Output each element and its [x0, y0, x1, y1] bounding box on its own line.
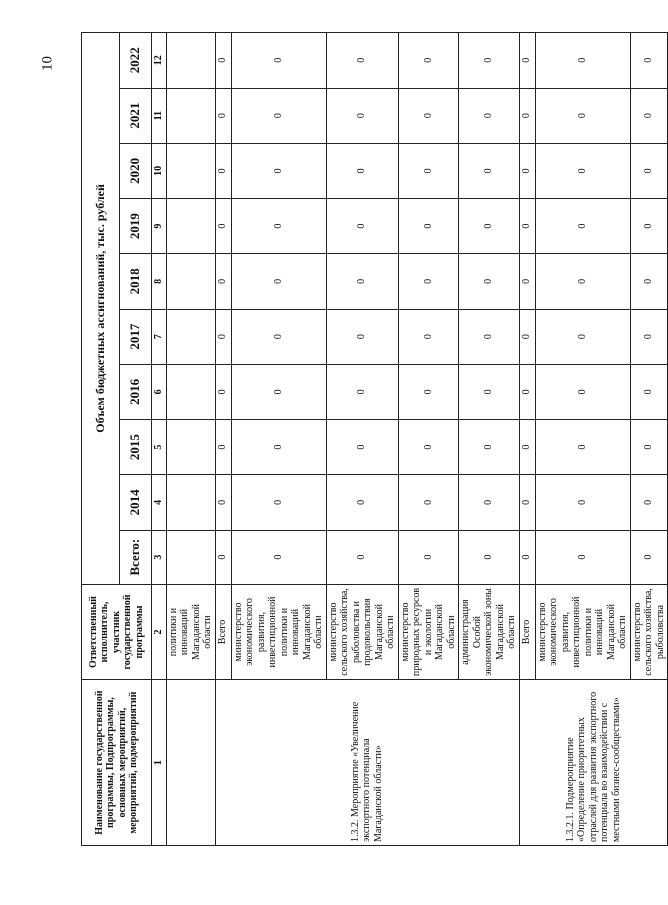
value-cell: 0 [630, 88, 668, 143]
value-cell: 0 [535, 530, 630, 584]
value-cell: 0 [231, 199, 326, 254]
value-cell: 0 [231, 254, 326, 309]
table-rotor [81, 32, 666, 846]
value-cell: 0 [398, 143, 459, 198]
header-year: 2020 [120, 143, 152, 198]
value-cell: 0 [630, 33, 668, 89]
value-cell: 0 [231, 33, 326, 89]
value-cell [166, 309, 215, 364]
header-total: Всего: [120, 530, 152, 584]
responsible-cell: политики и инноваций Магаданской области [166, 584, 215, 679]
value-cell: 0 [459, 530, 520, 584]
responsible-cell: министерство экономического развития, инвестиционной политики и инноваций Магаданской области [535, 584, 630, 679]
page-number: 10 [39, 56, 56, 71]
value-cell: 0 [535, 420, 630, 475]
value-cell: 0 [459, 420, 520, 475]
value-cell: 0 [459, 254, 520, 309]
value-cell: 0 [398, 199, 459, 254]
value-cell: 0 [535, 254, 630, 309]
value-cell: 0 [326, 143, 398, 198]
value-cell: 0 [215, 364, 231, 419]
value-cell: 0 [326, 420, 398, 475]
value-cell: 0 [398, 530, 459, 584]
table-row [215, 33, 231, 846]
header-year: 2015 [120, 420, 152, 475]
value-cell: 0 [398, 364, 459, 419]
value-cell [166, 143, 215, 198]
value-cell: 0 [326, 530, 398, 584]
value-cell: 0 [535, 88, 630, 143]
value-cell: 0 [326, 364, 398, 419]
responsible-cell: министерство экономического развития, инвестиционной политики и инноваций Магаданской области [231, 584, 326, 679]
value-cell: 0 [630, 309, 668, 364]
value-cell: 0 [630, 530, 668, 584]
value-cell [166, 420, 215, 475]
value-cell: 0 [535, 199, 630, 254]
value-cell [166, 33, 215, 89]
value-cell: 0 [326, 254, 398, 309]
value-cell: 0 [630, 199, 668, 254]
value-cell: 0 [398, 88, 459, 143]
value-cell: 0 [535, 475, 630, 530]
table-row [166, 33, 215, 846]
value-cell: 0 [215, 143, 231, 198]
value-cell: 0 [231, 88, 326, 143]
responsible-cell: Всего [519, 584, 535, 679]
value-cell [166, 364, 215, 419]
value-cell: 0 [398, 254, 459, 309]
value-cell: 0 [215, 475, 231, 530]
column-number: 4 [152, 475, 167, 530]
value-cell [166, 254, 215, 309]
value-cell: 0 [231, 475, 326, 530]
responsible-cell: министерство природных ресурсов и экологии Магаданской области [398, 584, 459, 679]
header-name-column: Наименование государственной программы, Подпрограммы, основных мероприятий, мероприятий, подмероприятий [82, 680, 152, 846]
value-cell: 0 [535, 143, 630, 198]
column-number: 9 [152, 199, 167, 254]
value-cell: 0 [231, 364, 326, 419]
header-year: 2022 [120, 33, 152, 89]
column-number: 12 [152, 33, 167, 89]
value-cell: 0 [459, 88, 520, 143]
header-volume: Объем бюджетных ассигнований, тыс. рублей [82, 33, 120, 585]
value-cell: 0 [519, 254, 535, 309]
value-cell: 0 [326, 475, 398, 530]
value-cell: 0 [630, 143, 668, 198]
value-cell: 0 [215, 199, 231, 254]
value-cell: 0 [215, 88, 231, 143]
header-year: 2017 [120, 309, 152, 364]
column-number: 3 [152, 530, 167, 584]
column-number: 11 [152, 88, 167, 143]
value-cell: 0 [630, 254, 668, 309]
responsible-cell: министерство сельского хозяйства, рыболовства [630, 584, 668, 679]
value-cell: 0 [519, 143, 535, 198]
value-cell [166, 199, 215, 254]
value-cell: 0 [630, 364, 668, 419]
value-cell: 0 [519, 199, 535, 254]
value-cell: 0 [215, 254, 231, 309]
value-cell: 0 [398, 475, 459, 530]
value-cell: 0 [326, 88, 398, 143]
value-cell: 0 [459, 199, 520, 254]
column-number: 7 [152, 309, 167, 364]
table-row [519, 33, 535, 846]
header-year: 2014 [120, 475, 152, 530]
group-name-cell: 1.3.2.1. Подмероприятие «Определение приоритетных отраслей для развития экспортного потенциала во взаимодействии с местными бизнес-сообществами» [519, 680, 668, 846]
header-year: 2018 [120, 254, 152, 309]
name-cell [166, 680, 215, 846]
value-cell: 0 [630, 420, 668, 475]
value-cell: 0 [398, 33, 459, 89]
responsible-cell: Всего [215, 584, 231, 679]
value-cell: 0 [231, 420, 326, 475]
value-cell: 0 [459, 309, 520, 364]
value-cell: 0 [630, 475, 668, 530]
value-cell: 0 [215, 530, 231, 584]
value-cell: 0 [519, 309, 535, 364]
group-name-cell: 1.3.2. Мероприятие «Увеличение экспортного потенциала Магаданской области» [215, 680, 519, 846]
column-number: 10 [152, 143, 167, 198]
value-cell: 0 [215, 33, 231, 89]
header-year: 2021 [120, 88, 152, 143]
header-year: 2016 [120, 364, 152, 419]
value-cell: 0 [398, 420, 459, 475]
value-cell: 0 [231, 143, 326, 198]
value-cell: 0 [326, 309, 398, 364]
value-cell [166, 88, 215, 143]
header-responsible-column: Ответственный исполнитель, участник государственной программы [82, 584, 152, 679]
column-number: 5 [152, 420, 167, 475]
value-cell: 0 [326, 33, 398, 89]
value-cell: 0 [519, 475, 535, 530]
column-number: 2 [152, 584, 167, 679]
value-cell: 0 [459, 475, 520, 530]
value-cell: 0 [459, 33, 520, 89]
value-cell [166, 530, 215, 584]
value-cell: 0 [519, 364, 535, 419]
value-cell: 0 [535, 33, 630, 89]
value-cell: 0 [519, 420, 535, 475]
responsible-cell: министерство сельского хозяйства, рыболовства и продовольствия Магаданской области [326, 584, 398, 679]
value-cell: 0 [231, 309, 326, 364]
value-cell: 0 [326, 199, 398, 254]
value-cell: 0 [519, 33, 535, 89]
value-cell: 0 [231, 530, 326, 584]
value-cell: 0 [519, 88, 535, 143]
value-cell: 0 [459, 364, 520, 419]
header-year: 2019 [120, 199, 152, 254]
value-cell: 0 [519, 530, 535, 584]
column-number: 6 [152, 364, 167, 419]
column-number: 8 [152, 254, 167, 309]
rotated-table-area [81, 32, 666, 846]
value-cell: 0 [215, 309, 231, 364]
budget-table [81, 32, 668, 846]
value-cell: 0 [215, 420, 231, 475]
responsible-cell: администрация Особой экономической зоны Магаданской области [459, 584, 520, 679]
value-cell [166, 475, 215, 530]
column-number: 1 [152, 680, 167, 846]
value-cell: 0 [535, 309, 630, 364]
value-cell: 0 [459, 143, 520, 198]
value-cell: 0 [535, 364, 630, 419]
value-cell: 0 [398, 309, 459, 364]
